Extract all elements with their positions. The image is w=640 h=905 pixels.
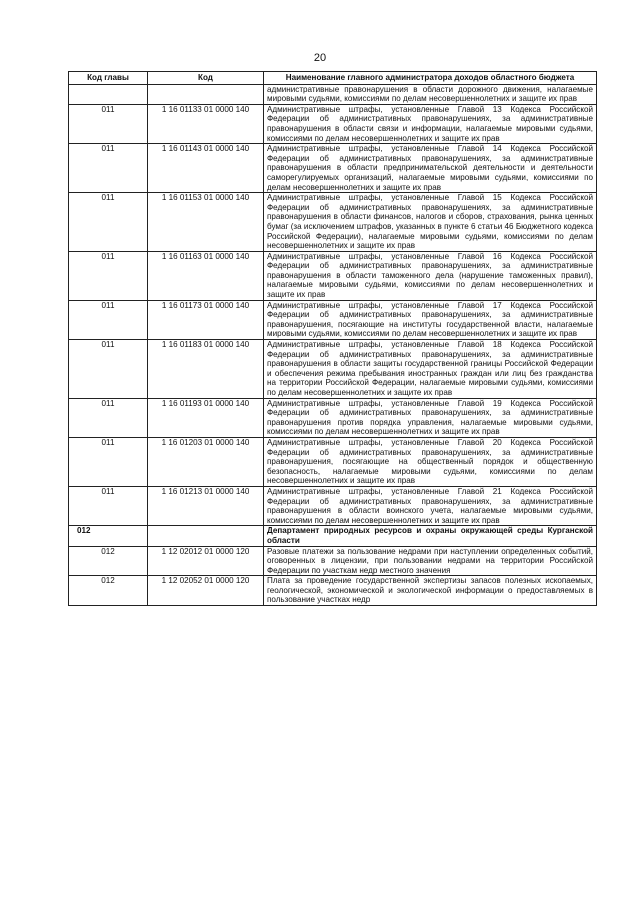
code-cell: 1 12 02012 01 0000 120 xyxy=(148,546,264,576)
code-cell: 1 16 01203 01 0000 140 xyxy=(148,437,264,486)
code-cell: 1 16 01193 01 0000 140 xyxy=(148,398,264,437)
table-row xyxy=(69,340,597,399)
chapter-code-cell: 011 xyxy=(69,144,148,193)
code-cell: 1 16 01163 01 0000 140 xyxy=(148,251,264,300)
chapter-code-cell: 011 xyxy=(69,398,148,437)
table-row xyxy=(69,104,597,143)
table-row xyxy=(69,398,597,437)
table-header-row xyxy=(69,72,597,85)
table-row xyxy=(69,193,597,252)
code-cell: 1 16 01143 01 0000 140 xyxy=(148,144,264,193)
code-cell: 1 16 01133 01 0000 140 xyxy=(148,104,264,143)
name-cell: Департамент природных ресурсов и охраны окружающей среды Курганской области xyxy=(264,526,597,546)
name-cell: Разовые платежи за пользование недрами при наступлении определенных событий, оговоренных в лицензии, при пользовании недрами на территории Российской Федерации по участкам недр местного значения xyxy=(264,546,597,576)
name-cell: Административные штрафы, установленные Главой 20 Кодекса Российской Федерации об административных правонарушениях, за административные правонарушения, посягающие на общественный порядок и общественную безопасность, налагаемые мировыми судьями, комиссиями по делам несовершеннолетних и защите их прав xyxy=(264,437,597,486)
name-cell: Административные штрафы, установленные Главой 21 Кодекса Российской Федерации об административных правонарушениях, за административные правонарушения в области воинского учета, налагаемые мировыми судьями, комиссиями по делам несовершеннолетних и защите их прав xyxy=(264,486,597,525)
table-row xyxy=(69,486,597,525)
header-name: Наименование главного администратора доходов областного бюджета xyxy=(264,72,597,85)
code-cell: 1 16 01173 01 0000 140 xyxy=(148,300,264,339)
code-cell xyxy=(148,526,264,546)
department-row xyxy=(69,526,597,546)
code-cell: 1 16 01213 01 0000 140 xyxy=(148,486,264,525)
name-cell: Административные штрафы, установленные Главой 16 Кодекса Российской Федерации об административных правонарушениях, за административные правонарушения в области таможенного дела (нарушение таможенных правил), налагаемые мировыми судьями, комиссиями по делам несовершеннолетних и защите их прав xyxy=(264,251,597,300)
table-row xyxy=(69,84,597,104)
chapter-code-cell: 011 xyxy=(69,437,148,486)
chapter-code-cell: 011 xyxy=(69,251,148,300)
revenue-administrators-table xyxy=(68,71,597,606)
code-cell: 1 16 01153 01 0000 140 xyxy=(148,193,264,252)
code-cell: 1 16 01183 01 0000 140 xyxy=(148,340,264,399)
table-row xyxy=(69,546,597,576)
table-row xyxy=(69,251,597,300)
name-cell: административные правонарушения в области дорожного движения, налагаемые мировыми судьями, комиссиями по делам несовершеннолетних и защите их прав xyxy=(264,84,597,104)
table-row xyxy=(69,437,597,486)
name-cell: Административные штрафы, установленные Главой 18 Кодекса Российской Федерации об административных правонарушениях, за административные правонарушения в области защиты государственной границы Российской Федерации и обеспечения режима пребывания иностранных граждан или лиц без гражданства на территории Российской Федерации, налагаемые мировыми судьями, комиссиями по делам несовершеннолетних и защите их прав xyxy=(264,340,597,399)
page-number: 20 xyxy=(313,52,327,64)
header-code: Код xyxy=(148,72,264,85)
chapter-code-cell: 011 xyxy=(69,104,148,143)
code-cell xyxy=(148,84,264,104)
code-cell: 1 12 02052 01 0000 120 xyxy=(148,576,264,606)
chapter-code-cell: 011 xyxy=(69,486,148,525)
name-cell: Административные штрафы, установленные Главой 14 Кодекса Российской Федерации об административных правонарушениях, за административные правонарушения в области предпринимательской деятельности и деятельности саморегулируемых организаций, налагаемые мировыми судьями, комиссиями по делам несовершеннолетних и защите их прав xyxy=(264,144,597,193)
name-cell: Административные штрафы, установленные Главой 17 Кодекса Российской Федерации об административных правонарушениях, за административные правонарушения, посягающие на институты государственной власти, налагаемые мировыми судьями, комиссиями по делам несовершеннолетних и защите их прав xyxy=(264,300,597,339)
chapter-code-cell: 012 xyxy=(69,576,148,606)
header-chapter-code: Код главы xyxy=(69,72,148,85)
chapter-code-cell: 012 xyxy=(69,546,148,576)
chapter-code-cell: 011 xyxy=(69,300,148,339)
table-row xyxy=(69,144,597,193)
name-cell: Плата за проведение государственной экспертизы запасов полезных ископаемых, геологической, экономической и экологической информации о предоставляемых в пользование участках недр xyxy=(264,576,597,606)
name-cell: Административные штрафы, установленные Главой 13 Кодекса Российской Федерации об административных правонарушениях, за административные правонарушения в области связи и информации, налагаемые мировыми судьями, комиссиями по делам несовершеннолетних и защите их прав xyxy=(264,104,597,143)
chapter-code-cell: 012 xyxy=(69,526,148,546)
table-row xyxy=(69,576,597,606)
chapter-code-cell: 011 xyxy=(69,193,148,252)
chapter-code-cell xyxy=(69,84,148,104)
name-cell: Административные штрафы, установленные Главой 15 Кодекса Российской Федерации об административных правонарушениях, за административные правонарушения в области финансов, налогов и сборов, страхования, рынка ценных бумаг (за исключением штрафов, указанных в пункте 6 статьи 46 Бюджетного кодекса Российской Федерации), налагаемые мировыми судьями, комиссиями по делам несовершеннолетних и защите их прав xyxy=(264,193,597,252)
name-cell: Административные штрафы, установленные Главой 19 Кодекса Российской Федерации об административных правонарушениях, за административные правонарушения против порядка управления, налагаемые мировыми судьями, комиссиями по делам несовершеннолетних и защите их прав xyxy=(264,398,597,437)
table-row xyxy=(69,300,597,339)
chapter-code-cell: 011 xyxy=(69,340,148,399)
